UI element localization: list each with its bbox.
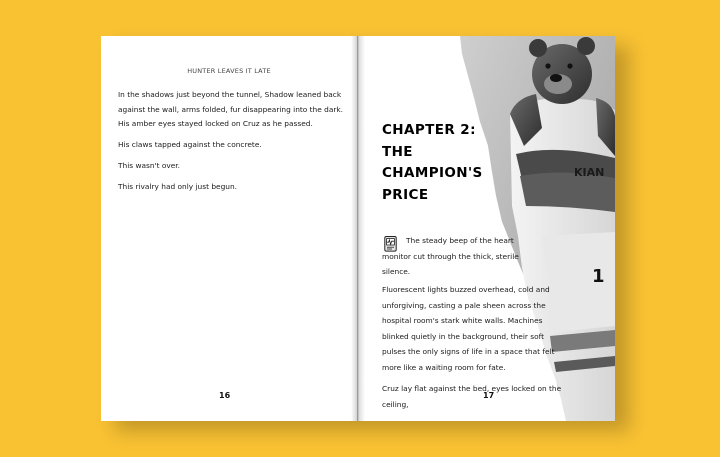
- chapter-title-line: CHAMPION'S: [382, 165, 483, 181]
- page-number-right: 17: [483, 391, 495, 400]
- paragraph: In the shadows just beyond the tunnel, Shadow leaned back against the wall, arms folded, fur disappearing into the dark. His amber eyes stayed locked on Cruz as he passed.: [118, 90, 344, 128]
- chapter-title-line: CHAPTER 2:: [382, 122, 476, 138]
- chapter-title-line: PRICE: [382, 186, 429, 203]
- first-paragraph: [382, 233, 532, 286]
- left-body-text: [118, 88, 344, 201]
- paragraph: The steady beep of the heart monitor cut through the thick, sterile silence.: [382, 236, 519, 276]
- paragraph: Fluorescent lights buzzed overhead, cold and unforgiving, casting a pale sheen across the hospital room's stark white walls. Machines blinked quietly in the background, their soft pulses the only signs of life in a space that felt more like a waiting room for fate.: [382, 285, 555, 372]
- jersey-text: KIAN: [574, 166, 605, 179]
- right-page: [358, 36, 615, 421]
- book-spread: [101, 36, 615, 421]
- chapter-title: [382, 120, 522, 206]
- page-number-left: 16: [219, 391, 231, 400]
- running-head: HUNTER LEAVES IT LATE: [187, 67, 271, 75]
- left-page: [101, 36, 357, 421]
- paragraph: This wasn't over.: [118, 161, 180, 170]
- jersey-number: 1: [592, 266, 605, 287]
- chapter-title-line: THE: [382, 143, 413, 160]
- paragraph: His claws tapped against the concrete.: [118, 140, 262, 149]
- paragraph: Cruz lay flat against the bed, eyes locked on the ceiling,: [382, 384, 562, 409]
- paragraph: This rivalry had only just begun.: [118, 182, 237, 191]
- right-body-text: [382, 282, 568, 418]
